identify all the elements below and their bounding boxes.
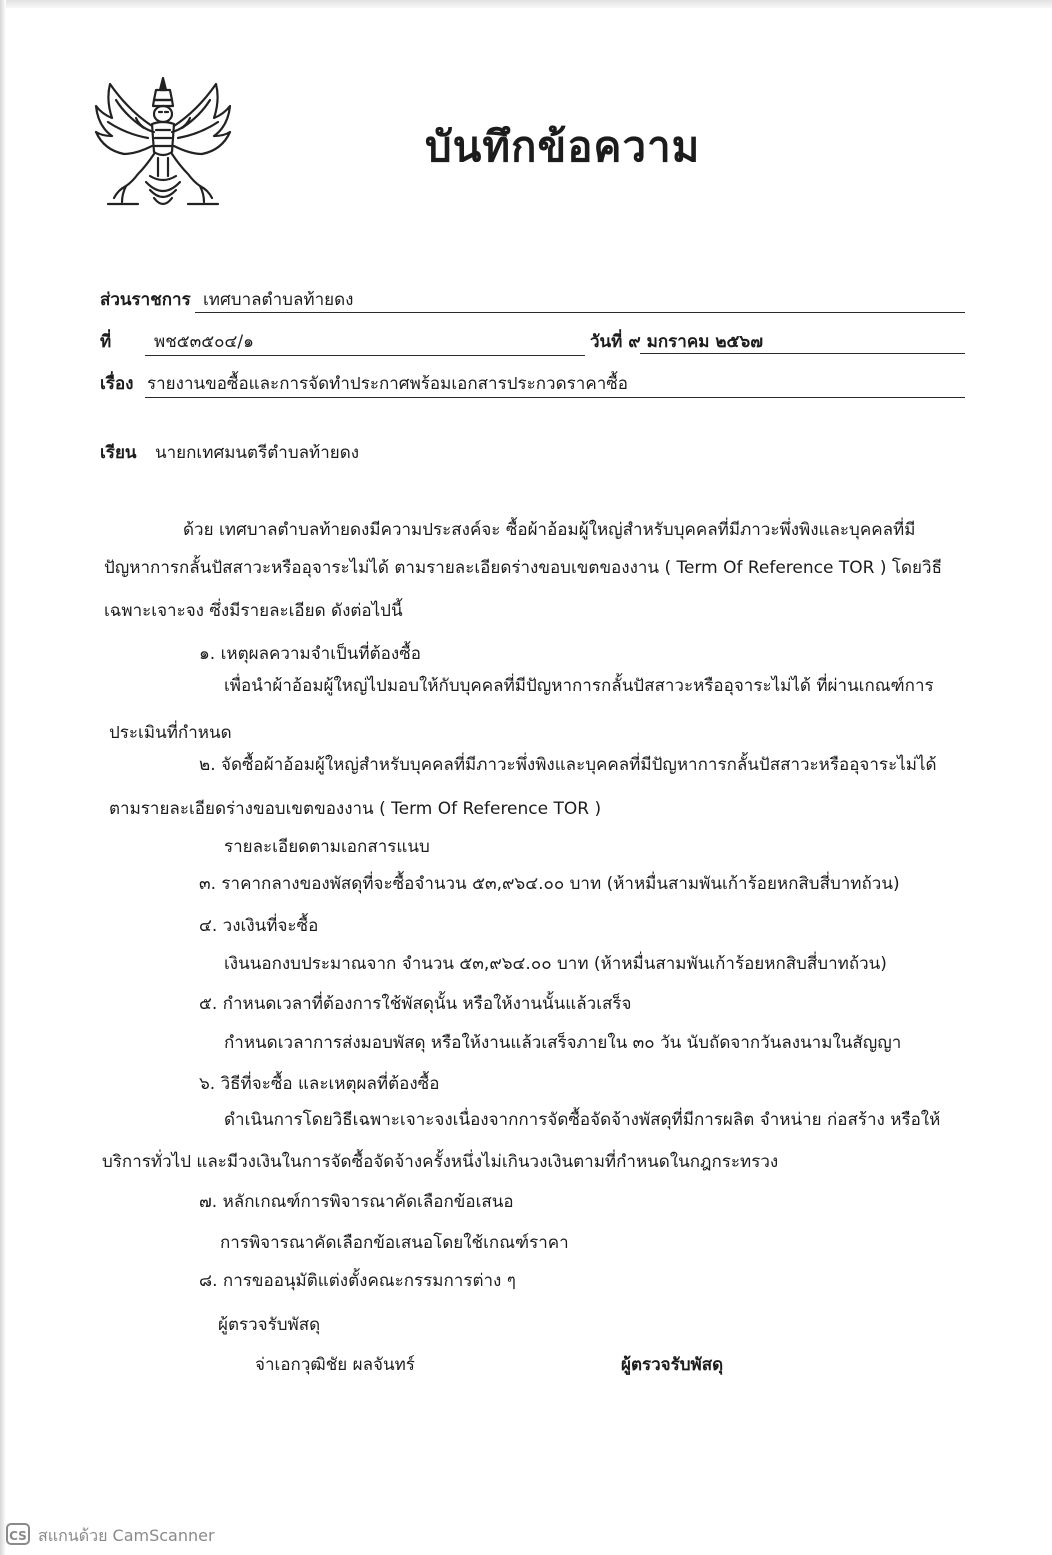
section-6-line-1: ดำเนินการโดยวิธีเฉพาะเจาะจงเนื่องจากการจัดซื้อจัดจ้างพัสดุที่มีการผลิต จำหน่าย ก่อสร้าง หรือให้ — [224, 1110, 941, 1130]
section-1-line-2: ประเมินที่กำหนด — [109, 723, 232, 743]
subject-value: รายงานขอซื้อและการจัดทำประกาศพร้อมเอกสารประกวดราคาซื้อ — [147, 374, 628, 394]
agency-label: ส่วนราชการ — [100, 290, 191, 310]
section-1-line-1: เพื่อนำผ้าอ้อมผู้ใหญ่ไปมอบให้กับบุคคลที่มีปัญหาการกลั้นปัสสาวะหรืออุจาระไม่ได้ ที่ผ่านเกณฑ์การ — [224, 676, 934, 696]
section-2-line-3: รายละเอียดตามเอกสารแนบ — [224, 837, 430, 857]
section-8-subheading: ผู้ตรวจรับพัสดุ — [218, 1315, 321, 1335]
section-1-heading: ๑. เหตุผลความจำเป็นที่ต้องซื้อ — [199, 644, 421, 664]
ref-label: ที่ — [100, 332, 112, 352]
section-4-heading: ๔. วงเงินที่จะซื้อ — [199, 916, 319, 936]
camscanner-footer — [6, 1521, 266, 1547]
intro-line-3: เฉพาะเจาะจง ซึ่งมีรายละเอียด ดังต่อไปนี้ — [104, 601, 403, 621]
garuda-emblem-icon — [88, 70, 238, 220]
ref-dotted-line — [145, 355, 585, 356]
section-3-line: ๓. ราคากลางของพัสดุที่จะซื้อจำนวน ๕๓,๙๖๔.๐๐ บาท (ห้าหมื่นสามพันเก้าร้อยหกสิบสี่บาทถ้วน) — [199, 874, 900, 894]
agency-dotted-line — [195, 312, 965, 313]
camscanner-logo-icon: CS — [6, 1523, 30, 1545]
salutation-label: เรียน — [100, 443, 137, 463]
agency-value: เทศบาลตำบลท้ายดง — [203, 290, 354, 310]
intro-line-2: ปัญหาการกลั้นปัสสาวะหรืออุจาระไม่ได้ ตามรายละเอียดร่างขอบเขตของงาน ( Term Of Reference TOR ) โดยวิธี — [104, 558, 942, 578]
section-5-heading: ๕. กำหนดเวลาที่ต้องการใช้พัสดุนั้น หรือให้งานนั้นแล้วเสร็จ — [199, 994, 632, 1014]
section-5-line: กำหนดเวลาการส่งมอบพัสดุ หรือให้งานแล้วเสร็จภายใน ๓๐ วัน นับถัดจากวันลงนามในสัญญา — [224, 1033, 902, 1053]
date-text: วันที่ ๙ มกราคม ๒๕๖๗ — [590, 332, 763, 352]
section-6-heading: ๖. วิธีที่จะซื้อ และเหตุผลที่ต้องซื้อ — [199, 1074, 440, 1094]
ref-number: พช๕๓๕๐๔/๑ — [154, 332, 254, 352]
section-7-line: การพิจารณาคัดเลือกข้อเสนอโดยใช้เกณฑ์ราคา — [220, 1233, 569, 1253]
section-7-heading: ๗. หลักเกณฑ์การพิจารณาคัดเลือกข้อเสนอ — [199, 1192, 514, 1212]
section-6-line-2: บริการทั่วไป และมีวงเงินในการจัดซื้อจัดจ้างครั้งหนึ่งไม่เกินวงเงินตามที่กำหนดในกฎกระทรวง — [102, 1152, 779, 1172]
subject-dotted-line — [145, 397, 965, 398]
intro-line-1: ด้วย เทศบาลตำบลท้ายดงมีความประสงค์จะ ซื้อผ้าอ้อมผู้ใหญ่สำหรับบุคคลที่มีภาวะพึ่งพิงและบุคคลที่มี — [183, 520, 916, 540]
inspector-role: ผู้ตรวจรับพัสดุ — [621, 1355, 724, 1375]
date-dotted-line — [640, 353, 965, 354]
scan-top-edge — [0, 0, 1052, 8]
subject-label: เรื่อง — [100, 374, 134, 394]
inspector-name: จ่าเอกวุฒิชัย ผลจันทร์ — [255, 1355, 415, 1375]
section-2-line-2: ตามรายละเอียดร่างขอบเขตของงาน ( Term Of Reference TOR ) — [109, 799, 602, 819]
salutation-value: นายกเทศมนตรีตำบลท้ายดง — [155, 443, 360, 463]
section-8-heading: ๘. การขออนุมัติแต่งตั้งคณะกรรมการต่าง ๆ — [199, 1271, 516, 1291]
section-4-line: เงินนอกงบประมาณจาก จำนวน ๕๓,๙๖๔.๐๐ บาท (ห้าหมื่นสามพันเก้าร้อยหกสิบสี่บาทถ้วน) — [224, 954, 887, 974]
scan-left-edge — [0, 0, 6, 1555]
memo-title: บันทึกข้อความ — [425, 122, 701, 171]
camscanner-text: สแกนด้วย CamScanner — [38, 1526, 215, 1545]
section-2-line-1: ๒. จัดซื้อผ้าอ้อมผู้ใหญ่สำหรับบุคคลที่มีภาวะพึ่งพิงและบุคคลที่มีปัญหาการกลั้นปัสสาวะหรืออุจาระไม่ได้ — [199, 755, 937, 775]
